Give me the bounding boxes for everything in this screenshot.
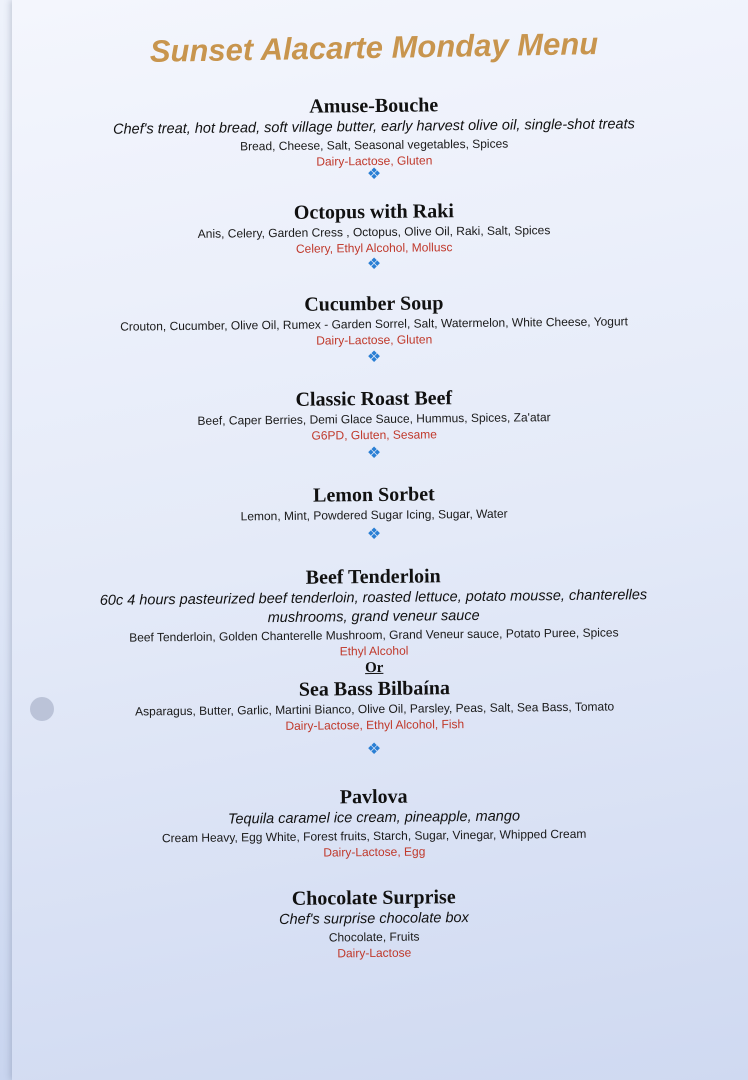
course-description-line2: mushrooms, grand veneur sauce [267,607,480,627]
course-octopus-with-raki [0,196,748,260]
course-allergens: G6PD, Gluten, Sesame [311,427,437,443]
course-description: Chef's treat, hot bread, soft village butter, early harvest olive oil, single-shot treats [112,116,635,138]
or-label: Or [364,659,384,677]
course-lemon-sorbet [0,479,748,527]
course-allergens: Dairy-Lactose, Gluten [316,332,433,348]
course-ingredients: Cream Heavy, Egg White, Forest fruits, Starch, Sugar, Vinegar, Whipped Cream [161,826,587,846]
course-chocolate-surprise [0,882,748,965]
course-name: Lemon Sorbet [312,483,435,507]
course-allergens: Dairy-Lactose, Gluten [316,153,433,169]
course-ingredients: Anis, Celery, Garden Cress , Octopus, Olive Oil, Raki, Salt, Spices [197,223,551,241]
course-ingredients: Chocolate, Fruits [328,929,420,945]
course-ingredients: Lemon, Mint, Powdered Sugar Icing, Sugar, Water [240,506,508,524]
course-allergens: Ethyl Alcohol [339,643,409,659]
course-name: Chocolate Surprise [291,886,456,910]
course-classic-roast-beef [0,383,748,447]
separator-icon: ❖ [366,349,382,366]
course-ingredients: Asparagus, Butter, Garlic, Martini Bianco, Olive Oil, Parsley, Peas, Salt, Sea Bass, Tomato [135,699,615,719]
course-name: Beef Tenderloin [305,565,441,589]
course-allergens: Dairy-Lactose [337,945,412,961]
course-ingredients: Bread, Cheese, Salt, Seasonal vegetables, Spices [239,136,509,154]
course-name: Sea Bass Bilbaína [298,677,451,701]
course-name: Octopus with Raki [293,200,454,224]
course-allergens: Dairy-Lactose, Ethyl Alcohol, Fish [285,717,465,733]
course-ingredients: Crouton, Cucumber, Olive Oil, Rumex - Garden Sorrel, Salt, Watermelon, White Cheese, Yogurt [120,314,628,334]
course-ingredients: Beef, Caper Berries, Demi Glace Sauce, Hummus, Spices, Za'atar [197,410,551,428]
course-beef-tenderloin [0,561,748,737]
separator-icon: ❖ [366,526,382,543]
course-pavlova [0,781,748,864]
separator-icon: ❖ [366,256,382,273]
course-name: Pavlova [339,785,408,809]
separator-icon: ❖ [366,166,382,183]
course-description: Tequila caramel ice cream, pineapple, mango [227,808,521,828]
course-name: Amuse-Bouche [309,94,439,118]
separator-icon: ❖ [366,741,382,758]
separator-icon: ❖ [366,445,382,462]
course-description-line1: 60c 4 hours pasteurized beef tenderloin, roasted lettuce, potato mousse, chanterelles [99,587,648,609]
course-allergens: Celery, Ethyl Alcohol, Mollusc [295,240,453,256]
course-ingredients: Beef Tenderloin, Golden Chanterelle Mushroom, Grand Veneur sauce, Potato Puree, Spices [129,625,619,645]
course-name: Cucumber Soup [304,292,444,316]
menu-title: Sunset Alacarte Monday Menu [149,26,599,69]
course-description: Chef's surprise chocolate box [278,910,469,928]
course-allergens: Dairy-Lactose, Egg [323,844,426,860]
course-cucumber-soup [0,288,748,352]
course-name: Classic Roast Beef [295,387,453,411]
course-amuse-bouche [0,90,748,173]
